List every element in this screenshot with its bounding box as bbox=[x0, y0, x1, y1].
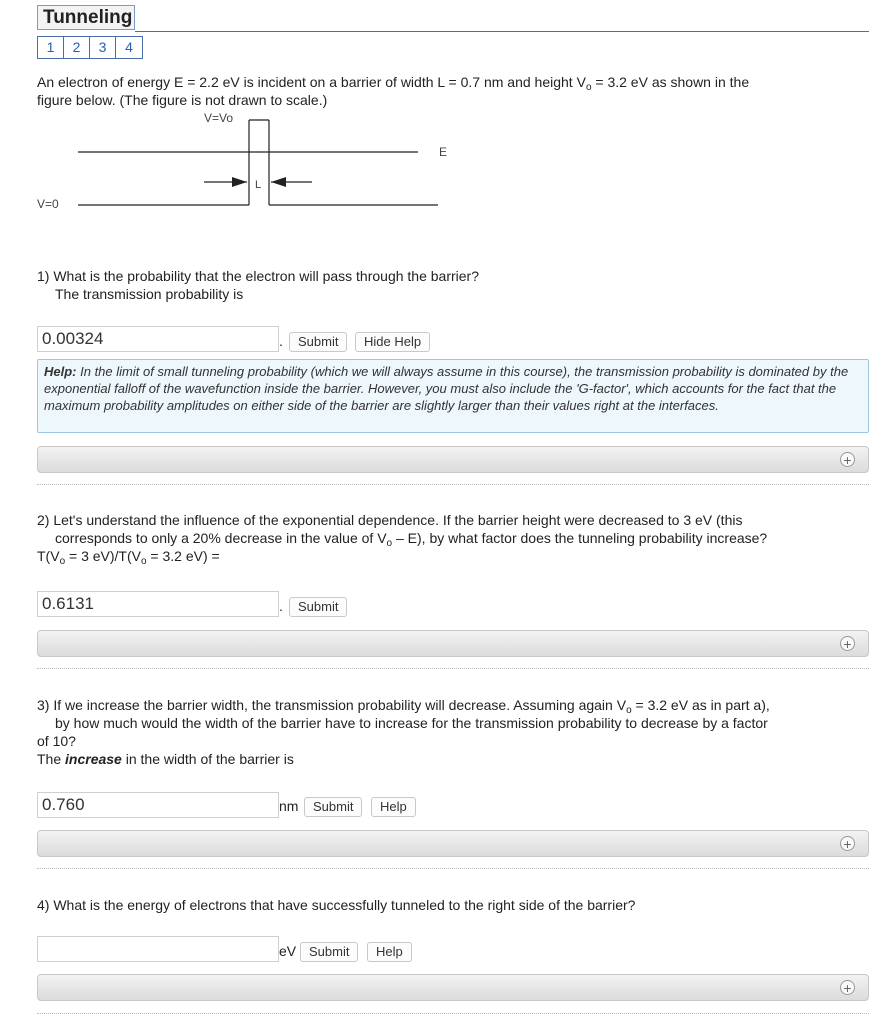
q3-line-1a: 3) If we increase the barrier width, the transmission probability will decrease. Assuming again V bbox=[37, 697, 627, 713]
help-label: Help: bbox=[44, 364, 77, 379]
q3-line-3: of 10? bbox=[37, 733, 76, 749]
label-vo: V=Vo bbox=[204, 111, 234, 125]
q3-prompt-emphasis: increase bbox=[65, 751, 122, 767]
q2-subscript: o bbox=[59, 556, 66, 567]
intro-line-1: An electron of energy E = 2.2 eV is incident on a barrier of width L = 0.7 nm and height V bbox=[37, 74, 586, 90]
q1-submit-button[interactable]: Submit bbox=[289, 332, 347, 352]
label-e: E bbox=[439, 145, 448, 159]
page-title: Tunneling bbox=[37, 5, 135, 30]
intro-text bbox=[37, 73, 877, 109]
tab-part-2[interactable]: 2 bbox=[64, 37, 90, 58]
q2-subscript: o bbox=[386, 538, 393, 549]
q4-help-button[interactable]: Help bbox=[367, 942, 412, 962]
q1-prompt: The transmission probability is bbox=[55, 286, 244, 302]
label-v0: V=0 bbox=[37, 197, 59, 211]
title-divider bbox=[135, 31, 869, 32]
part-tabs bbox=[37, 36, 143, 59]
q2-line-2b: – E), by what factor does the tunneling probability increase? bbox=[392, 530, 768, 546]
arrowhead-left bbox=[232, 177, 247, 187]
plus-circle-icon[interactable]: + bbox=[840, 452, 855, 467]
divider bbox=[37, 668, 869, 669]
q4-unit: eV bbox=[279, 943, 297, 959]
q3-subscript: o bbox=[626, 705, 632, 716]
q1-text bbox=[37, 267, 877, 303]
q4-answer-input[interactable] bbox=[37, 936, 279, 962]
intro-subscript: o bbox=[585, 82, 592, 93]
plus-circle-icon[interactable]: + bbox=[840, 980, 855, 995]
q2-subscript: o bbox=[140, 556, 147, 567]
q2-line-3a: T(V bbox=[37, 548, 60, 564]
q3-line-1b: = 3.2 eV as in part a), bbox=[631, 697, 770, 713]
q3-feedback-panel[interactable] bbox=[37, 830, 869, 857]
divider bbox=[37, 1013, 869, 1014]
q1-question: 1) What is the probability that the electron will pass through the barrier? bbox=[37, 268, 480, 284]
q1-answer-input[interactable] bbox=[37, 326, 279, 352]
divider bbox=[37, 484, 869, 485]
q4-submit-button[interactable]: Submit bbox=[300, 942, 358, 962]
label-l: L bbox=[255, 179, 262, 191]
q3-line-2: by how much would the width of the barrier have to increase for the transmission probability to decrease by a factor bbox=[55, 715, 768, 731]
q2-line-3c: = 3.2 eV) = bbox=[146, 548, 220, 564]
q1-unit: . bbox=[279, 333, 283, 349]
q2-submit-button[interactable]: Submit bbox=[289, 597, 347, 617]
q2-answer-input[interactable] bbox=[37, 591, 279, 617]
q3-answer-input[interactable] bbox=[37, 792, 279, 818]
q4-question: 4) What is the energy of electrons that have successfully tunneled to the right side of the barrier? bbox=[37, 897, 636, 913]
tab-part-4[interactable]: 4 bbox=[125, 39, 133, 55]
tab-part-1[interactable]: 1 bbox=[38, 37, 64, 58]
q3-help-button[interactable]: Help bbox=[371, 797, 416, 817]
q1-feedback-panel[interactable] bbox=[37, 446, 869, 473]
plus-circle-icon[interactable]: + bbox=[840, 836, 855, 851]
q3-prompt-b: in the width of the barrier is bbox=[121, 751, 294, 767]
intro-line-2: figure below. (The figure is not drawn to scale.) bbox=[37, 92, 328, 108]
plus-circle-icon[interactable]: + bbox=[840, 636, 855, 651]
divider bbox=[37, 868, 869, 869]
q3-text bbox=[37, 696, 877, 768]
q2-text bbox=[37, 511, 877, 565]
q2-feedback-panel[interactable] bbox=[37, 630, 869, 657]
help-text: In the limit of small tunneling probability (which we will always assume in this course), the transmission probability is dominated by the exponential falloff of the wavefunction inside the barrier. However, you must also include the 'G-factor', which accounts for the fact that the maximum probability amplitudes on either side of the barrier are slightly larger than their values right at the interfaces. bbox=[44, 364, 849, 413]
q1-help-box bbox=[37, 359, 869, 433]
q2-unit: . bbox=[279, 598, 283, 614]
barrier-figure bbox=[0, 108, 460, 218]
q2-line-2a: corresponds to only a 20% decrease in the value of V bbox=[55, 530, 387, 546]
q3-unit: nm bbox=[279, 798, 299, 814]
intro-line-1-end: = 3.2 eV as shown in the bbox=[591, 74, 750, 90]
q2-line-3b: = 3 eV)/T(V bbox=[65, 548, 141, 564]
q2-line-1: 2) Let's understand the influence of the exponential dependence. If the barrier height were decreased to 3 eV (this bbox=[37, 512, 743, 528]
tab-part-3[interactable]: 3 bbox=[90, 37, 116, 58]
q4-feedback-panel[interactable] bbox=[37, 974, 869, 1001]
arrowhead-right bbox=[271, 177, 286, 187]
q3-submit-button[interactable]: Submit bbox=[304, 797, 362, 817]
q1-hide-help-button[interactable]: Hide Help bbox=[355, 332, 430, 352]
q3-prompt-a: The bbox=[37, 751, 66, 767]
